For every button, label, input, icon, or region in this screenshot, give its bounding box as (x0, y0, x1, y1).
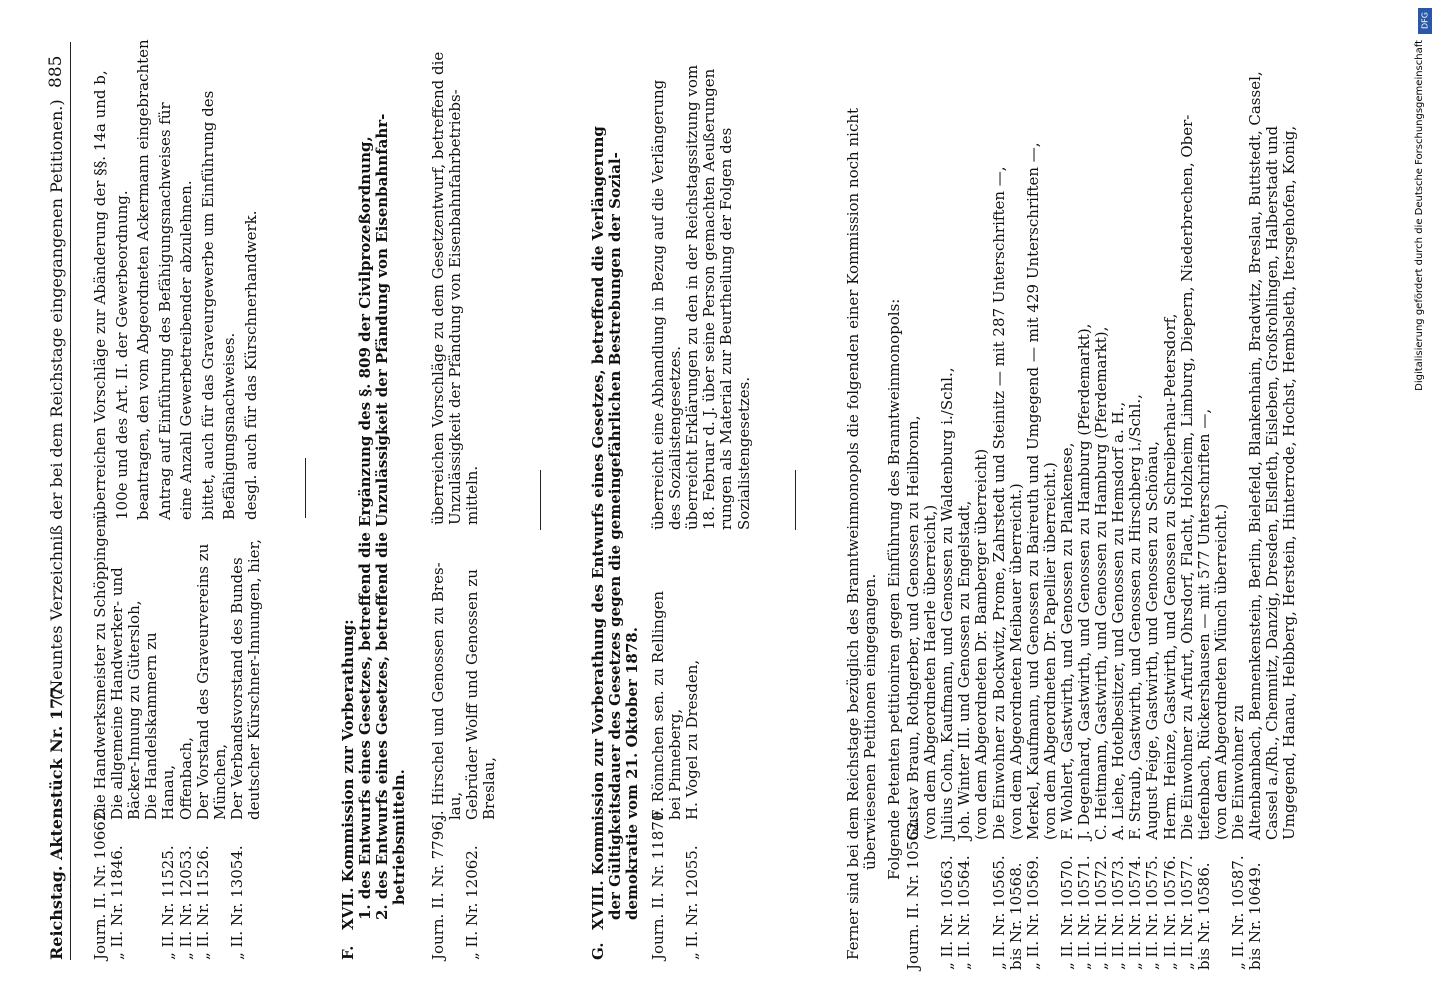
ferner-entry-id: „ II. Nr. 10571. (1075, 855, 1093, 970)
request-line: eine Anzahl Gewerbetreibender abzulehnen. (177, 180, 195, 520)
petition-text: Offenbach, (176, 737, 195, 820)
ferner-entry-text: Die Einwohner zu Arfurt, Ohrsdorf, Flacht, Holzheim, Limburg, Diepern, Niederbrechen, Ober- (1177, 114, 1196, 840)
request-line: desgl. auch für das Kürschnerhandwerk. (241, 210, 260, 520)
request-line: 18. Februar d. J. über seine Person gemachten Aeußerungen (700, 68, 719, 530)
ferner-entry-text: (von dem Abgeordneten Dr. Bamberger überreicht) (972, 448, 991, 840)
ferner-entry-id: bis Nr. 10586. (1194, 862, 1213, 970)
section-f-item-2: 2. des Entwurfs eines Gesetzes, betreffend die Unzulässigkeit der Pfändung von Eisenbahnfahr- (373, 113, 391, 920)
petition-text: deutscher Kürschner-Innungen, hier, (244, 539, 263, 820)
request-line: beantragen, den vom Abgeordneten Ackermann eingebrachten (134, 39, 152, 520)
petition-text: lau, (446, 791, 465, 820)
ferner-entry-text: Altenbambach, Bennenkenstein, Berlin, Bielefeld, Blankenhain, Bradwitz, Breslau, Buttstedt, Cassel, (1246, 71, 1264, 840)
petition-text: H. Vogel zu Dresden, (683, 659, 702, 820)
ferner-entry-text: tiefenbach, Rückershausen — mit 577 Unterschriften —, (1194, 408, 1213, 840)
ferner-entry-text: Die Einwohner zu Bockwitz, Prome, Zahrstedt und Steinitz — mit 287 Unterschriften —, (989, 166, 1008, 840)
request-line: überreicht eine Abhandlung in Bezug auf die Verlängerung (649, 79, 667, 530)
petition-id: Journ. II. Nr. 10662. (91, 806, 109, 960)
ferner-entry-id: „ II. Nr. 10575. (1143, 855, 1162, 970)
ferner-entry-text: Die Einwohner zu (1228, 704, 1247, 840)
section-divider (305, 458, 306, 518)
ferner-entry-id: „ II. Nr. 10577. (1177, 855, 1196, 970)
petition-text: Der Vorstand des Graveurvereins zu (193, 543, 212, 820)
ferner-intro-2: überwiesenen Petitionen eingegangen. (861, 573, 879, 870)
ferner-entry-text: A. Liehe, Hotelbesitzer, und Genossen zu Hemsdorf a. H., (1109, 401, 1128, 840)
ferner-entry-text: (von dem Abgeordneten Münch überreicht.) (1211, 503, 1230, 840)
request-line: Befähigungsnachweises. (220, 332, 238, 520)
petition-id: „ II. Nr. 12062. (463, 845, 482, 960)
request-line: bittet, auch für das Graveurgewerbe um Einführung des (198, 90, 217, 520)
petition-id: „ II. Nr. 11526. (193, 845, 212, 960)
petition-text: Bäcker-Innung zu Gütersloh, (125, 600, 144, 820)
ferner-entry-text: Julius Cohn, Kaufmann, und Genossen zu Waldenburg i./Schl., (938, 367, 957, 840)
section-f-item-3: betriebsmitteln. (390, 769, 408, 905)
section-g-title-1: XVIII. Kommission zur Vorberathung des Entwurfs eines Gesetzes, betreffend die Verlängerung (589, 126, 607, 930)
petition-text: Hanau, (159, 764, 178, 820)
request-line: Sozialistengesetzes. (734, 376, 753, 530)
petition-text: Breslau, (480, 757, 499, 820)
request-line: des Sozialistengesetzes. (666, 345, 685, 530)
request-line: mitteln. (463, 465, 482, 525)
ferner-entry-text: (von dem Abgeordneten Meibauer überreicht.) (1006, 483, 1025, 840)
ferner-subheading: Folgende Petenten petitioniren gegen Einführung des Branntweinmonopols: (885, 298, 903, 880)
petition-text: Die allgemeine Handwerker- und (108, 567, 127, 820)
request-line: Unzulässigkeit der Pfändung von Eisenbahnfahrbetriebs- (446, 89, 465, 525)
ferner-entry-text: Joh. Winter III. und Genossen zu Engelstadt, (955, 500, 974, 840)
page-number: 885 (46, 55, 66, 88)
ferner-entry-id: „ II. Nr. 10569. (1023, 855, 1042, 970)
ferner-entry-text: (von dem Abgeordneten Haerle überreicht,) (921, 504, 940, 840)
ferner-entry-text: J. Degenhard, Gastwirth, und Genossen zu Hamburg (Pferdemarkt), (1075, 323, 1093, 840)
ferner-entry-text: C. Heitmann, Gastwirth, und Genossen zu Hamburg (Pferdemarkt), (1092, 326, 1111, 840)
ferner-entry-text: Umgegend, Hanau, Helbberg, Herstein, Hinterrode, Hochst, Hembsleth, Itersgehofen, Konig, (1280, 125, 1299, 840)
ferner-entry-text: Cassel a./Rh., Chemnitz, Danzig, Dresden, Elsfleth, Eisleben, Großrohlingen, Halberstadt und (1263, 125, 1282, 840)
dfg-badge: DFG (1418, 8, 1432, 34)
petition-text: bei Pinneberg, (666, 708, 685, 820)
section-divider (540, 470, 541, 530)
request-line: überreichen Vorschläge zu dem Gesetzentwurf, betreffend die (429, 51, 447, 525)
section-f-item-1: 1. des Entwurfs eines Gesetzes, betreffend die Ergänzung des §. 809 der Civilprozeßordnung, (356, 136, 374, 920)
petition-text: Der Verbandsvorstand des Bundes (227, 557, 246, 820)
request-line: Antrag auf Einführung des Befähigungsnachweises für (155, 102, 174, 520)
petition-text: Die Handwerksmeister zu Schöppingen, (91, 513, 109, 820)
ferner-entry-id: „ II. Nr. 10574. (1126, 855, 1145, 970)
petition-text: München, (210, 743, 229, 820)
petition-text: F. Rönnchen sen. zu Rellingen (649, 590, 667, 820)
ferner-entry-text: Merkel, Kaufmann, und Genossen zu Baireuth und Umgegend — mit 429 Unterschriften —, (1023, 142, 1042, 840)
section-f-title: XVII. Kommission zur Vorberathung: (339, 619, 357, 930)
petition-id: „ II. Nr. 11846. (108, 845, 127, 960)
petition-text: Gebrüder Wolff und Genossen zu (463, 569, 482, 820)
ferner-entry-id: „ II. Nr. 10576. (1160, 855, 1179, 970)
ferner-entry-id: bis Nr. 10649. (1246, 862, 1264, 970)
request-line: 100e und des Art. II. der Gewerbeordnung. (112, 190, 131, 520)
ferner-entry-text: August Feige, Gastwirth, und Genossen zu Schönau, (1143, 441, 1162, 840)
ferner-entry-id: „ II. Nr. 10572. (1092, 855, 1111, 970)
petition-id: „ II. Nr. 11525. (159, 845, 178, 960)
ferner-entry-id: „ II. Nr. 10570. (1057, 855, 1076, 970)
ferner-entry-id: „ II. Nr. 10565. (989, 855, 1008, 970)
ferner-entry-text: (von dem Abgeordneten Dr. Papellier überreicht.) (1040, 462, 1059, 840)
petition-id: Journ. II. Nr. 7796. (429, 816, 447, 960)
section-g-letter: G. (589, 942, 607, 960)
ferner-entry-id: bis Nr. 10568. (1006, 862, 1025, 970)
digitization-note: Digitalisierung gefördert durch die Deutsche Forschungsgemeinschaft (1414, 40, 1425, 391)
petition-text: J. Hirschel und Genossen zu Bres- (429, 562, 447, 820)
ferner-entry-text: F. Straub, Gastwirth, und Genossen zu Hirschberg i./Schl., (1126, 394, 1145, 840)
header-left: Reichstag. Aktenstück Nr. 177. (47, 681, 66, 960)
request-line: überreichen Vorschläge zur Abänderung der §§. 14a und b, (91, 70, 109, 520)
request-line: rungen als Material zur Beurtheilung der Folgen des (717, 127, 736, 530)
ferner-entry-id: „ II. Nr. 10587. (1228, 855, 1247, 970)
header-rule (70, 42, 71, 960)
petition-id: „ II. Nr. 12053. (176, 845, 195, 960)
ferner-entry-text: Gustav Braun, Rothgerber, und Genossen zu Heilbronn, (904, 415, 922, 840)
petition-text: Die Handelskammern zu (142, 632, 161, 820)
ferner-intro-1: Ferner sind bei dem Reichstage bezüglich des Branntweinmonopols die folgenden einer Kommission noch nicht (844, 107, 862, 960)
ferner-entry-text: Herm. Heinze, Gastwirth, und Genossen zu Schreiberhau-Petersdorf, (1160, 313, 1179, 840)
section-f-letter: F. (339, 945, 357, 960)
section-g-title-2: der Gültigkeitsdauer des Gesetzes gegen die gemeingefährlichen Bestrebungen der Sozial- (606, 152, 624, 920)
petition-id: Journ. II. Nr. 11870. (649, 806, 667, 960)
section-g-title-3: demokratie vom 21. Oktober 1878. (623, 627, 641, 920)
ferner-entry-text: F. Wohlert, Gastwirth, und Genossen zu Plankenese, (1057, 442, 1076, 840)
request-line: überreicht Erklärungen zu den in der Reichstagssitzung vom (683, 64, 702, 530)
header-middle: (Neuntes Verzeichniß der bei dem Reichstage eingegangenen Petitionen.) (47, 99, 66, 700)
ferner-entry-id: „ II. Nr. 10563. (938, 855, 957, 970)
ferner-entry-id: „ II. Nr. 10564. (955, 855, 974, 970)
ferner-entry-id: „ II. Nr. 10573. (1109, 855, 1128, 970)
petition-id: „ II. Nr. 13054. (227, 845, 246, 960)
petition-id: „ II. Nr. 12055. (683, 845, 702, 960)
section-divider (795, 470, 796, 530)
ferner-entry-id: Journ. II. Nr. 10562. (904, 816, 922, 970)
